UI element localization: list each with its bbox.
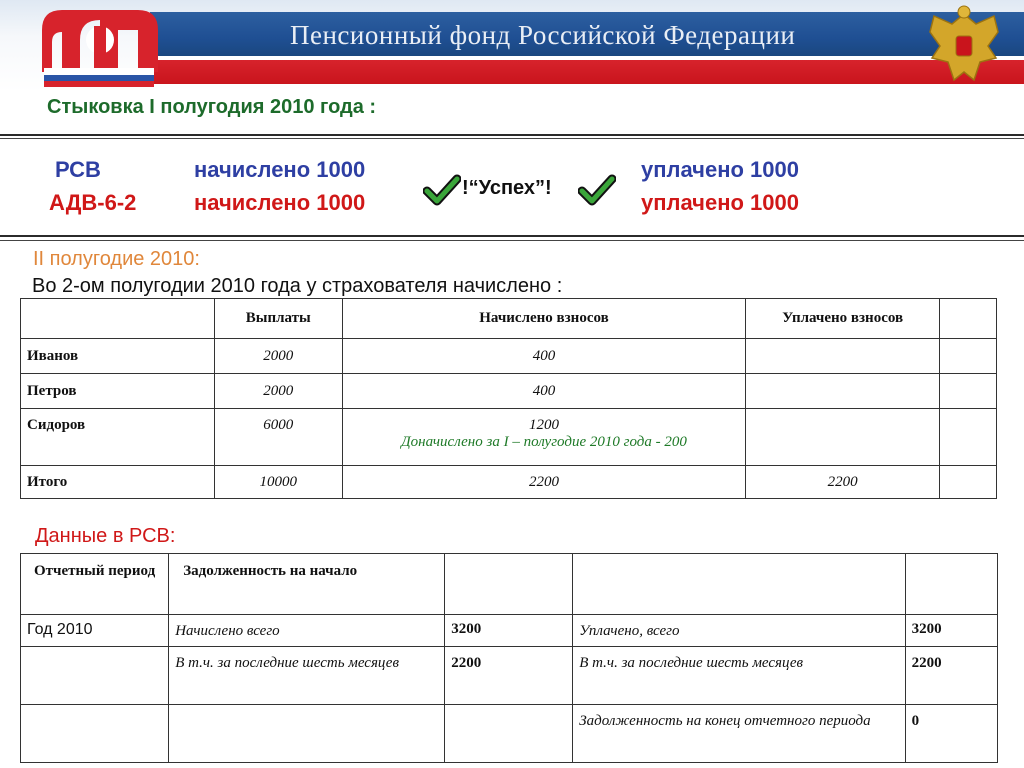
empty-cell [21,705,169,763]
banner-red-band [150,60,1024,84]
period-value: Год 2010 [21,615,169,647]
success-label: !“Успех”! [462,177,552,199]
paid-value [746,409,940,466]
empty-cell [940,466,997,499]
total-label: Итого [21,466,215,499]
table-header-cell [940,299,997,339]
table-header-row [21,299,997,339]
payments-value: 2000 [214,339,342,374]
rsv-data-table [20,553,998,763]
adv-paid: уплачено 1000 [641,190,799,215]
paid-total-value: 3200 [905,615,997,647]
accrued-value: 1200 [528,417,559,433]
section3-title: Данные в РСВ: [35,525,176,547]
empty-cell [445,554,573,615]
paid-total: 2200 [746,466,940,499]
table-header-cell: Уплачено взносов [746,299,940,339]
accrued-value: 400 [342,339,746,374]
employee-name: Сидоров [21,409,215,466]
empty-cell [21,647,169,705]
paid-value [746,339,940,374]
paid-six-months-label: В т.ч. за последние шесть месяцев [573,647,905,705]
debt-end-value: 0 [905,705,997,763]
debt-start-header: Задолженность на начало [169,554,445,615]
table-row [21,409,997,466]
rsv-accrued: начислено 1000 [194,157,366,182]
divider [0,235,1024,237]
table-header-cell: Начислено взносов [342,299,746,339]
empty-cell [169,705,445,763]
table-row [21,374,997,409]
banner-title: Пенсионный фонд Российской Федерации [290,20,796,50]
section2-lead: Во 2-ом полугодии 2010 года у страхователя начислено : [32,275,563,297]
accrued-total: 2200 [342,466,746,499]
coat-of-arms-icon [918,2,1010,88]
adv-accrued: начислено 1000 [194,190,366,215]
empty-cell [940,339,997,374]
additional-accrual-note: Доначислено за I – полугодие 2010 года - 200 [401,434,687,450]
table-row [21,647,998,705]
section2-title: II полугодие 2010: [33,248,200,270]
table-row [21,466,997,499]
adv-label: АДВ-6-2 [49,190,137,215]
divider [0,138,1024,139]
green-check-icon [423,174,461,206]
header-banner [0,0,1024,92]
employee-name: Петров [21,374,215,409]
table-row [21,615,998,647]
debt-end-label: Задолженность на конец отчетного периода [573,705,905,763]
rsv-label: РСВ [55,157,101,182]
accrued-total-label: Начислено всего [169,615,445,647]
empty-cell [905,554,997,615]
empty-cell [940,374,997,409]
empty-cell [940,409,997,466]
employee-name: Иванов [21,339,215,374]
section1-title: Стыковка I полугодия 2010 года : [47,96,377,118]
paid-value [746,374,940,409]
accrued-total-value: 3200 [445,615,573,647]
table-row [21,705,998,763]
table-header-row [21,554,998,615]
divider [0,240,1024,241]
green-check-icon [578,174,616,206]
payments-value: 2000 [214,374,342,409]
table-row [21,339,997,374]
accrued-six-months-value: 2200 [445,647,573,705]
table-header-cell: Выплаты [214,299,342,339]
paid-six-months-value: 2200 [905,647,997,705]
payments-value: 6000 [214,409,342,466]
payments-total: 10000 [214,466,342,499]
paid-total-label: Уплачено, всего [573,615,905,647]
accruals-table [20,298,997,499]
period-header: Отчетный период [21,554,169,615]
accrued-cell [342,409,746,466]
divider [0,134,1024,136]
rsv-paid: уплачено 1000 [641,157,799,182]
table-header-cell [21,299,215,339]
empty-cell [445,705,573,763]
pfr-logo-icon [20,2,180,90]
accrued-value: 400 [342,374,746,409]
accrued-six-months-label: В т.ч. за последние шесть месяцев [169,647,445,705]
empty-cell [573,554,905,615]
